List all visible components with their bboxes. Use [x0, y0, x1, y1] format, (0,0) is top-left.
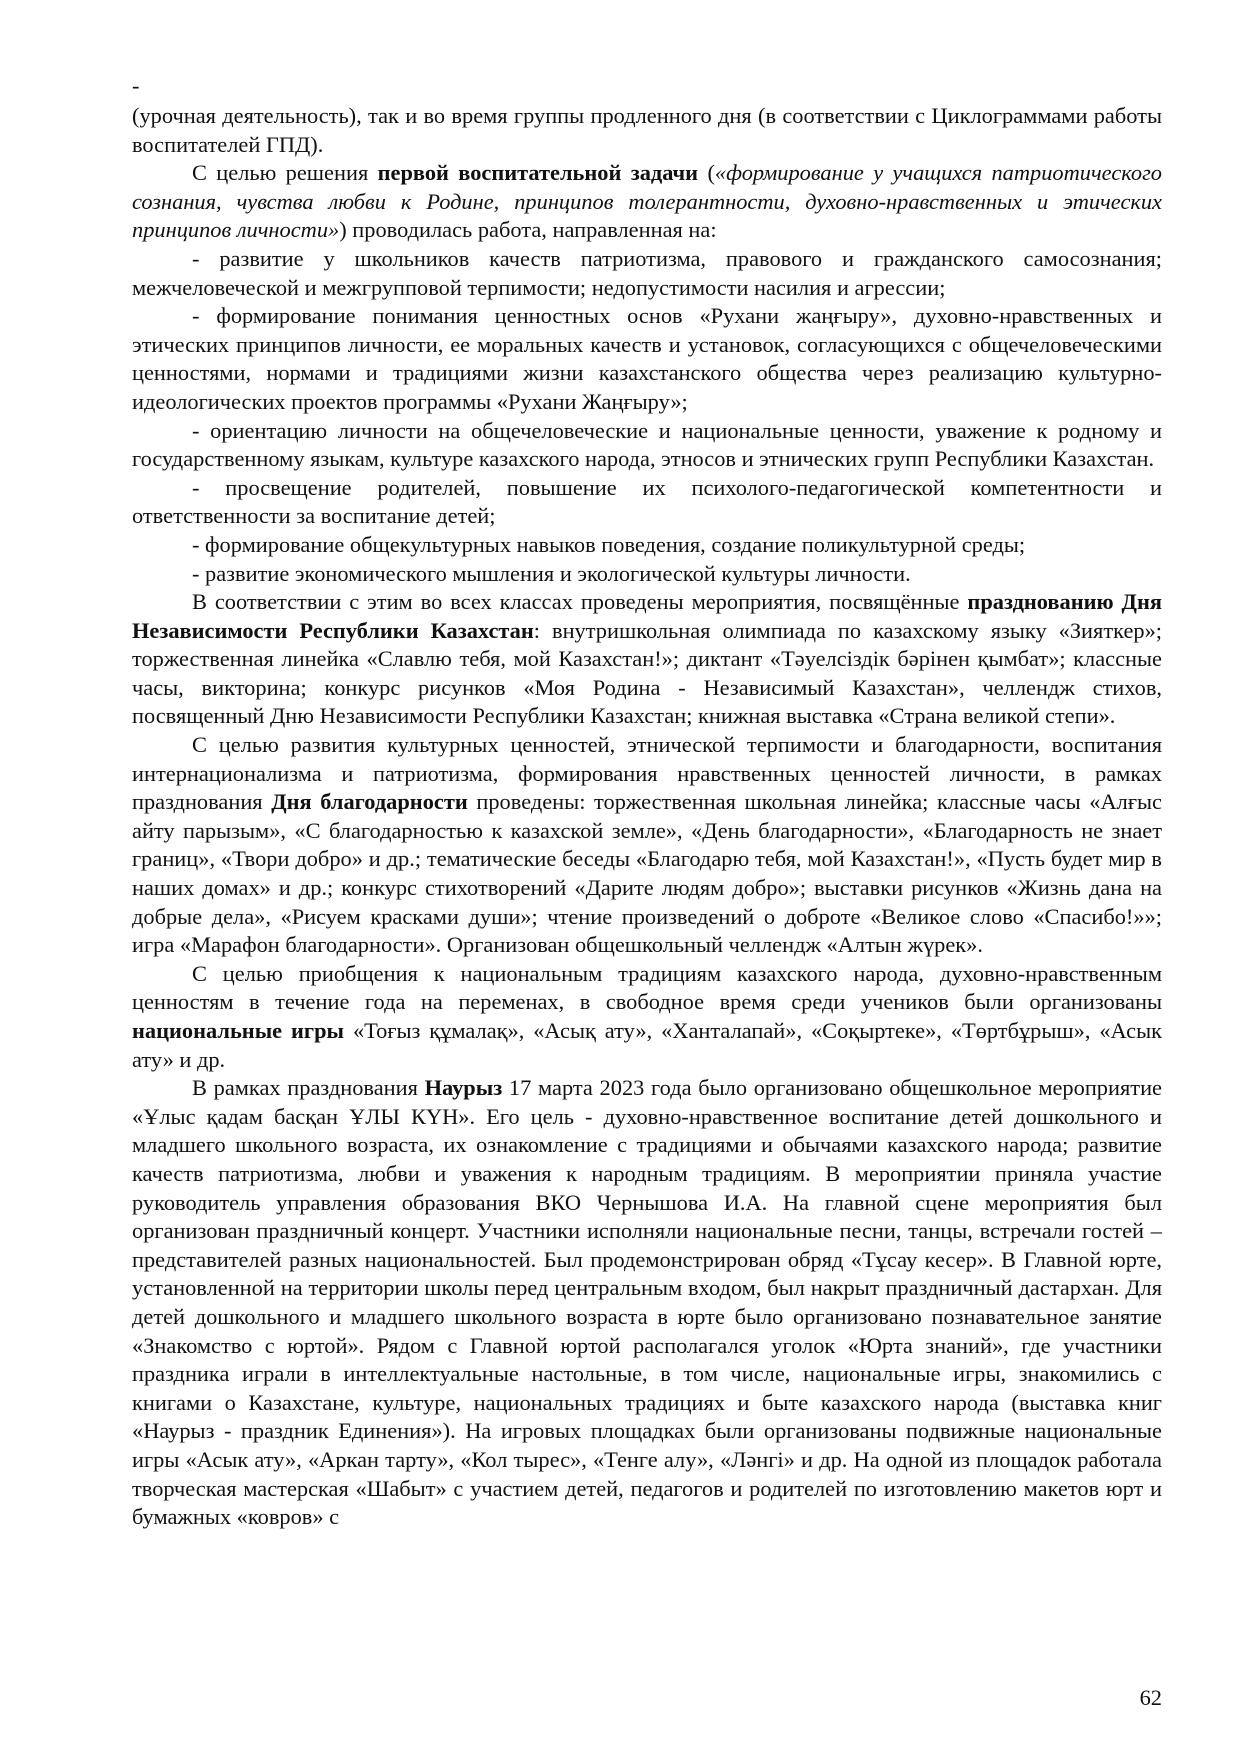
- text-run: : внутришкольная олимпиада по казахскому языку «Зияткер»; торжественная линейка «Славлю тебя, мой Казахстан!»; диктант «Тәуелсіздік бәрінен қымбат»; классные часы, викторина; конкурс рисунков «Моя Родина - Независимый Казахстан», челлендж стихов, посвященный Дню Независимости Республики Казахстан; книжная выставка «Страна великой степи».: [132, 617, 1162, 729]
- paragraph: [132, 245, 1162, 302]
- text-run: В рамках празднования: [192, 1075, 425, 1101]
- text-run: - формирование общекультурных навыков поведения, создание поликультурной среды;: [192, 531, 1026, 557]
- text-run: (урочная деятельность), так и во время группы продленного дня (в соответствии с Циклограммами работы воспитателей ГПД).: [132, 103, 1162, 157]
- text-run: (: [698, 160, 715, 186]
- bold-text: первой воспитательной задачи: [377, 160, 699, 186]
- text-run: - ориентацию личности на общечеловеческие и национальные ценности, уважение к родному и государственному языкам, культуре казахского народа, этносов и этнических групп Республики Казахстан.: [132, 417, 1162, 472]
- text-run: «Тоғыз құмалақ», «Асық ату», «Ханталапай», «Соқыртеке», «Төртбұрыш», «Асык ату» и др.: [132, 1018, 1163, 1072]
- bold-text: Дня благодарности: [271, 789, 468, 815]
- paragraph: [132, 960, 1162, 1074]
- text-run: С целью развития культурных ценностей, этнической терпимости и благодарности, воспитания интернационализма и патриотизма, формирования нравственных ценностей личности, в рамках празднования: [132, 732, 1162, 815]
- bold-text: национальные игры: [132, 1018, 345, 1043]
- page-number: 62: [1139, 1685, 1162, 1710]
- document-body: [132, 102, 1162, 1532]
- text-run: - развитие у школьников качеств патриотизма, правового и гражданского самосознания; межчеловеческой и межгрупповой терпимости; недопустимости насилия и агрессии;: [132, 245, 1162, 300]
- paragraph: [132, 731, 1162, 960]
- text-run: С целью приобщения к национальным традициям казахского народа, духовно-нравственным ценностям в течение года на переменах, в свободное время среди учеников были организованы: [132, 960, 1162, 1015]
- text-run: - просвещение родителей, повышение их психолого-педагогической компетентности и ответственности за воспитание детей;: [132, 474, 1162, 529]
- text-run: С целью решения: [192, 160, 378, 186]
- bold-text: празднованию Дня Независимости Республики Казахстан: [132, 589, 1162, 643]
- text-run: 17 марта 2023 года было организовано общешкольное мероприятие «Ұлыс қадам басқан ҰЛЫ КҮН». Его цель - духовно-нравственное воспитание детей дошкольного и младшего школьного возраста, их ознакомление с традициями и обычаями казахского народа; развитие качеств патриотизма, любви и уважения к народным традициям. В мероприятии приняла участие руководитель управления образования ВКО Чернышова И.А. На главной сцене мероприятия был организован праздничный концерт. Участники исполняли национальные песни, танцы, встречали гостей – представителей разных национальностей. Был продемонстрирован обряд «Тұсау кесер». В Главной юрте, установленной на территории школы перед центральным входом, был накрыт праздничный дастархан. Для детей дошкольного и младшего школьного возраста в юрте было организовано познавательное занятие «Знакомство с юртой». Рядом с Главной юртой располагался уголок «Юрта знаний», где участники праздника играли в интеллектуальные настольные, в том числе, национальные игры, знакомились с книгами о Казахстане, культуре, национальных традициях и быте казахского народа (выставка книг «Наурыз - праздник Единения»). На игровых площадках были организованы подвижные национальные игры «Асык ату», «Аркан тарту», «Кол тырес», «Тенге алу», «Ләнгі» и др. На одной из площадок работала творческая мастерская «Шабыт» с участием детей, педагогов и родителей по изготовлению макетов юрт и бумажных «ковров» с: [132, 1075, 1162, 1530]
- text-run: - формирование понимания ценностных основ «Рухани жаңғыру», духовно-нравственных и этических принципов личности, ее моральных качеств и установок, согласующихся с общечеловеческими ценностями, нормами и традициями жизни казахстанского общества через реализацию культурно-идеологических проектов программы «Рухани Жаңғыру»;: [132, 303, 1162, 414]
- paragraph: [132, 560, 1162, 589]
- paragraph: [132, 302, 1162, 416]
- paragraph: [132, 474, 1162, 531]
- paragraph: [132, 417, 1162, 474]
- text-run: В соответствии с этим во всех классах проведены мероприятия, посвящённые: [192, 589, 968, 615]
- text-run: - развитие экономического мышления и экологической культуры личности.: [192, 560, 911, 586]
- paragraph: [132, 159, 1162, 245]
- italic-text: «формирование у учащихся патриотического сознания, чувства любви к Родине, принципов толерантности, духовно-нравственных и этических принципов личности»: [132, 160, 1163, 243]
- paragraph: [132, 102, 1162, 159]
- document-page: [132, 72, 1162, 1532]
- top-dash-mark: -: [132, 73, 140, 98]
- bold-text: Наурыз: [424, 1075, 503, 1101]
- text-run: проведены: торжественная школьная линейка; классные часы «Алғыс айту парызым», «С благодарностью к казахской земле», «День благодарности», «Благодарность не знает границ», «Твори добро» и др.; тематические беседы «Благодарю тебя, мой Казахстан!», «Пусть будет мир в наших домах» и др.; конкурс стихотворений «Дарите людям добро»; выставки рисунков «Жизнь дана на добрые дела», «Рисуем красками души»; чтение произведений о доброте «Великое слово «Спасибо!»»; игра «Марафон благодарности». Организован общешкольный челлендж «Алтын жүрек».: [132, 789, 1162, 958]
- paragraph: [132, 588, 1162, 731]
- text-run: ) проводилась работа, направленная на:: [339, 217, 717, 243]
- paragraph: [132, 1074, 1162, 1532]
- paragraph: [132, 531, 1162, 560]
